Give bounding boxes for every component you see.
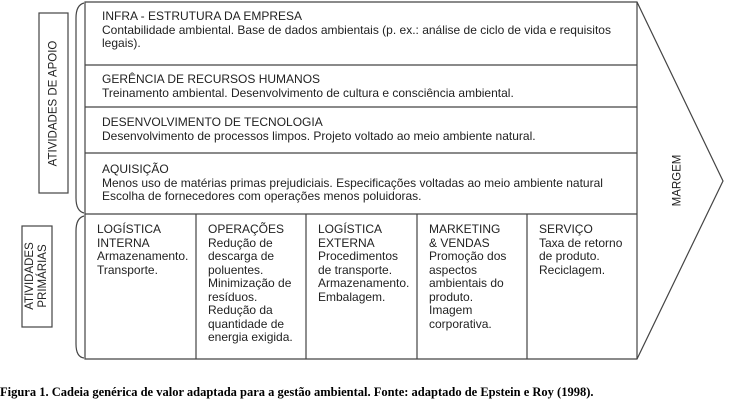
primary-col-service: SERVIÇO Taxa de retorno de produto. Reciclagem. (539, 222, 623, 277)
primary-bracket (76, 216, 84, 358)
support-bracket (76, 3, 84, 213)
support-row-human-resources: GERÊNCIA DE RECURSOS HUMANOS Treinamento ambiental. Desenvolvimento de cultura e consciência ambiental. (102, 72, 514, 100)
support-row-infrastructure: INFRA - ESTRUTURA DA EMPRESA Contabilidade ambiental. Base de dados ambientais (p. ex.: análise de ciclo de vida e requisitos legais). (102, 9, 611, 50)
support-row-technology: DESENVOLVIMENTO DE TECNOLOGIA Desenvolvimento de processos limpos. Projeto voltado ao meio ambiente natural. (102, 115, 536, 143)
primary-activities-label: ATIVIDADES PRIMÁRIAS (24, 242, 49, 310)
figure-caption: Figura 1. Cadeia genérica de valor adaptada para a gestão ambiental. Fonte: adaptado de Epstein e Roy (1998). (0, 385, 594, 399)
row-title: AQUISIÇÃO (102, 162, 169, 176)
support-row-procurement: AQUISIÇÃO Menos uso de matérias primas prejudiciais. Especificações voltadas ao meio ambiente natural Escolha de fornecedores com operações menos poluidoras. (102, 162, 603, 203)
support-activities-label: ATIVIDADES DE APOIO (47, 40, 60, 167)
row-title: INFRA - ESTRUTURA DA EMPRESA (102, 9, 303, 23)
primary-col-marketing-sales: MARKETING & VENDAS Promoção dos aspectos ambientais do produto. Imagem corporativa. (429, 222, 507, 331)
primary-col-inbound-logistics: LOGÍSTICA INTERNA Armazenamento. Transporte. (97, 222, 189, 277)
primary-col-operations: OPERAÇÕES Redução de descarga de poluentes. Minimização de resíduos. Redução da quantidade de energia exigida. (208, 222, 293, 344)
margin-label: MARGEM (671, 154, 684, 207)
row-title: DESENVOLVIMENTO DE TECNOLOGIA (102, 115, 323, 129)
primary-col-outbound-logistics: LOGÍSTICA EXTERNA Procedimentos de transporte. Armazenamento. Embalagem. (318, 222, 410, 304)
row-title: GERÊNCIA DE RECURSOS HUMANOS (102, 72, 321, 86)
